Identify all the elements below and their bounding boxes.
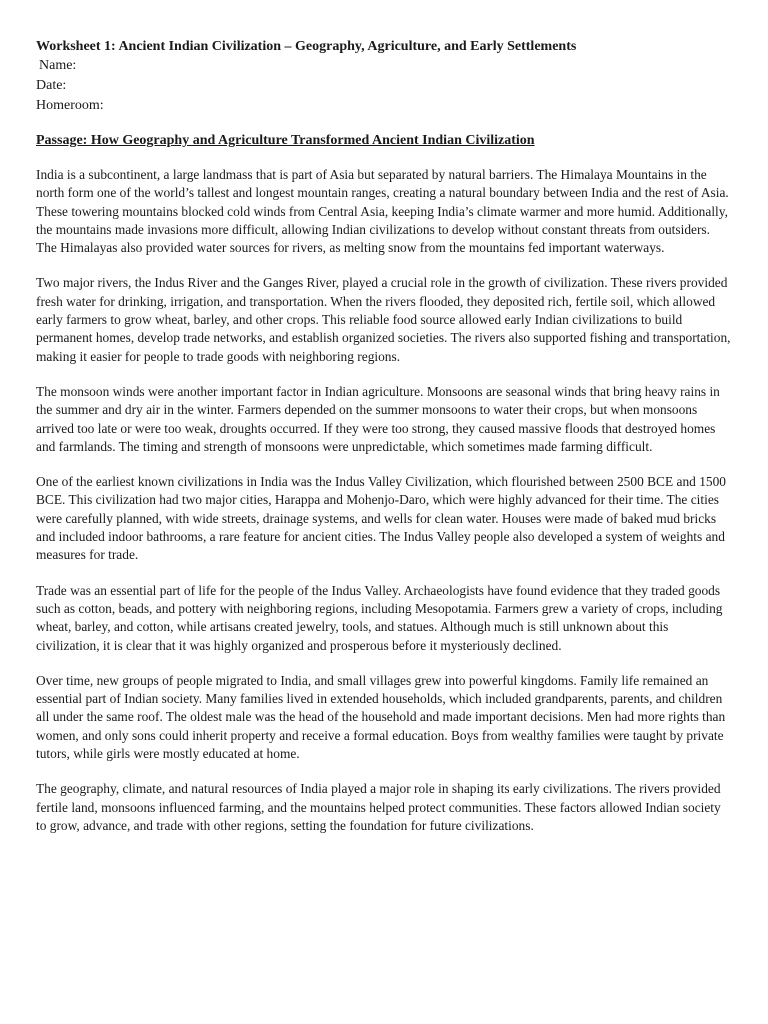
passage-paragraph: The geography, climate, and natural resources of India played a major role in shaping its early civilizations. The rivers provided fertile land, monsoons influenced farming, and the mountains helped protect communities. These factors allowed Indian society to grow, advance, and trade with other regions, setting the foundation for future civilizations. <box>36 781 721 833</box>
name-field-label: Name: <box>39 58 77 73</box>
homeroom-field-label: Homeroom: <box>36 98 104 113</box>
date-field-label: Date: <box>36 78 67 93</box>
passage-paragraph: Over time, new groups of people migrated to India, and small villages grew into powerful kingdoms. Family life remained an essential part of Indian society. Many families lived in extended households, which included grandparents, parents, and children all under the same roof. The oldest male was the head of the household and made important decisions. Men had more rights than women, and only sons could inherit property and receive a formal education. Boys from wealthy families were taught by private tutors, while girls were mostly educated at home. <box>36 672 726 762</box>
worksheet-title: Worksheet 1: Ancient Indian Civilization – Geography, Agriculture, and Early Settlements <box>36 39 577 54</box>
passage-paragraph: India is a subcontinent, a large landmass that is part of Asia but separated by natural barriers. The Himalaya Mountains in the north form one of the world’s tallest and longest mountain ranges, creating a natural boundary between India and the rest of Asia. These towering mountains blocked cold winds from Central Asia, keeping India’s climate warmer and more humid. Additionally, the mountains made invasions more difficult, allowing Indian civilizations to develop without constant threats from outsiders. The Himalayas also provided water sources for rivers, as melting snow from the mountains fed important waterways. <box>36 167 729 256</box>
passage-heading: Passage: How Geography and Agriculture Transformed Ancient Indian Civilization <box>36 133 535 148</box>
passage-paragraph: The monsoon winds were another important factor in Indian agriculture. Monsoons are seasonal winds that bring heavy rains in the summer and dry air in the winter. Farmers depended on the summer monsoons to water their crops, but when monsoons arrived too late or were too weak, droughts occurred. If they were too strong, they caused massive floods that destroyed homes and farmlands. The timing and strength of monsoons were unpredictable, which sometimes made farming difficult. <box>36 383 720 454</box>
passage-body <box>36 166 733 835</box>
passage-paragraph: Two major rivers, the Indus River and the Ganges River, played a crucial role in the growth of civilization. These rivers provided fresh water for drinking, irrigation, and transportation. When the rivers flooded, they deposited rich, fertile soil, which allowed early farmers to grow wheat, barley, and other crops. This reliable food source allowed early Indian civilizations to build permanent homes, develop trade networks, and establish organized societies. The rivers also supported fishing and transportation, making it easier for people to trade goods with neighboring regions. <box>36 275 731 364</box>
passage-paragraph: One of the earliest known civilizations in India was the Indus Valley Civilization, which flourished between 2500 BCE and 1500 BCE. This civilization had two major cities, Harappa and Mohenjo-Daro, which were highly advanced for their time. The cities were carefully planned, with wide streets, drainage systems, and wells for clean water. Houses were made of baked mud bricks and included indoor bathrooms, a rare feature for ancient cities. The Indus Valley people also developed a system of weights and measures for trade. <box>36 474 726 563</box>
passage-paragraph: Trade was an essential part of life for the people of the Indus Valley. Archaeologists have found evidence that they traded goods such as cotton, beads, and pottery with neighboring regions, including Mesopotamia. Farmers grew a variety of crops, including wheat, barley, and cotton, while artisans created jewelry, tools, and statues. Although much is still unknown about this civilization, it is clear that it was highly organized and prosperous before it mysteriously declined. <box>36 582 723 653</box>
worksheet-page <box>36 37 733 835</box>
